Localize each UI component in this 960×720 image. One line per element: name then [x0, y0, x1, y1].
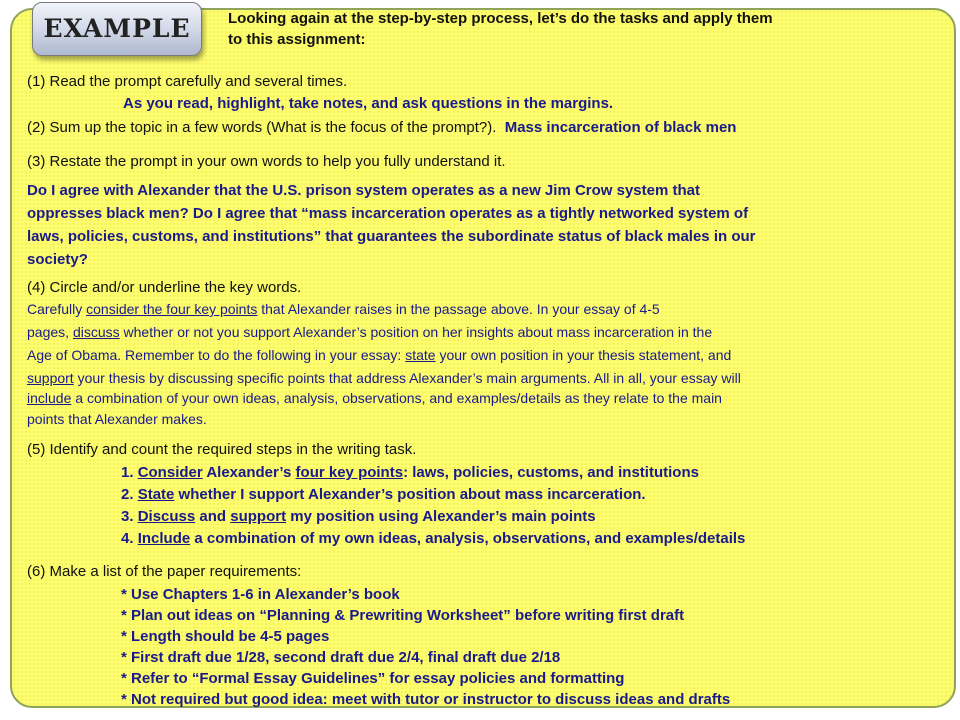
task-text: a combination of my own ideas, analysis, observations, and examples/details [194, 530, 746, 547]
key-word: state [405, 347, 436, 363]
requirement-item: * First draft due 1/28, second draft due 2/4, final draft due 2/18 [121, 649, 561, 666]
task-text: and [199, 508, 227, 525]
task-text: Alexander’s [206, 464, 292, 481]
key-word: consider the four key points [86, 301, 258, 317]
header-line-1: Looking again at the step-by-step process, let’s do the tasks and apply them [228, 10, 773, 27]
requirement-item: * Plan out ideas on “Planning & Prewriting Worksheet” before writing first draft [121, 607, 685, 624]
key-word: Include [137, 530, 191, 547]
prompt-line [27, 388, 722, 409]
task-item [121, 462, 699, 483]
example-tag: EXAMPLE [32, 2, 202, 56]
prompt-text: your thesis by discussing specific points that address Alexander’s main arguments. All in all, your essay will [77, 370, 741, 386]
requirement-item: * Refer to “Formal Essay Guidelines” for essay policies and formatting [121, 670, 625, 687]
prompt-text: that Alexander raises in the passage above. In your essay of 4-5 [261, 301, 660, 317]
key-word: include [27, 390, 72, 406]
task-number: 1. [121, 464, 134, 481]
requirement-item: * Length should be 4-5 pages [121, 628, 330, 645]
restatement-line: oppresses black men? Do I agree that “mass incarceration operates as a tightly networked system of [27, 205, 749, 222]
prompt-text: Carefully [27, 301, 83, 317]
key-word: support [27, 370, 74, 386]
key-word: discuss [72, 324, 120, 340]
step-2-answer: Mass incarceration of black men [504, 119, 737, 136]
prompt-text: a combination of your own ideas, analysis, observations, and examples/details as they relate to the main [75, 390, 722, 406]
prompt-line [27, 299, 660, 320]
restatement-line: Do I agree with Alexander that the U.S. prison system operates as a new Jim Crow system that [27, 182, 700, 199]
step-4-text: (4) Circle and/or underline the key words. [27, 279, 302, 296]
step-1-text: (1) Read the prompt carefully and several times. [27, 73, 348, 90]
task-item [121, 484, 646, 505]
task-text: : laws, policies, customs, and institutions [403, 464, 699, 481]
step-1-note: As you read, highlight, take notes, and ask questions in the margins. [123, 95, 614, 112]
key-word: State [137, 486, 175, 503]
restatement-line: society? [27, 251, 88, 268]
prompt-text: whether or not you support Alexander’s position on her insights about mass incarceration in the [123, 324, 713, 340]
key-word: four key points [295, 464, 404, 481]
prompt-line [27, 345, 731, 366]
requirement-item: * Use Chapters 1-6 in Alexander’s book [121, 586, 400, 603]
key-word: Discuss [137, 508, 196, 525]
task-text: whether I support Alexander’s position about mass incarceration. [178, 486, 646, 503]
task-item [121, 528, 745, 549]
task-number: 3. [121, 508, 134, 525]
step-5-text: (5) Identify and count the required steps in the writing task. [27, 441, 417, 458]
prompt-line [27, 409, 207, 430]
prompt-text: points that Alexander makes. [27, 411, 207, 427]
requirement-item: * Not required but good idea: meet with tutor or instructor to discuss ideas and drafts [121, 691, 731, 708]
step-2-text: (2) Sum up the topic in a few words (What is the focus of the prompt?). [27, 119, 497, 136]
header-line-2: to this assignment: [228, 31, 366, 48]
task-number: 4. [121, 530, 134, 547]
key-word: support [230, 508, 287, 525]
prompt-line [27, 368, 741, 389]
step-6-text: (6) Make a list of the paper requirements: [27, 563, 302, 580]
task-number: 2. [121, 486, 134, 503]
prompt-text: Age of Obama. Remember to do the following in your essay: [27, 347, 402, 363]
step-2 [27, 117, 736, 138]
key-word: Consider [137, 464, 203, 481]
task-text: my position using Alexander’s main points [290, 508, 596, 525]
step-3-text: (3) Restate the prompt in your own words to help you fully understand it. [27, 153, 506, 170]
prompt-text: your own position in your thesis statement, and [439, 347, 732, 363]
prompt-line [27, 322, 712, 343]
restatement-line: laws, policies, customs, and institutions” that guarantees the subordinate status of black males in our [27, 228, 756, 245]
task-item [121, 506, 596, 527]
prompt-text: pages, [27, 324, 70, 340]
